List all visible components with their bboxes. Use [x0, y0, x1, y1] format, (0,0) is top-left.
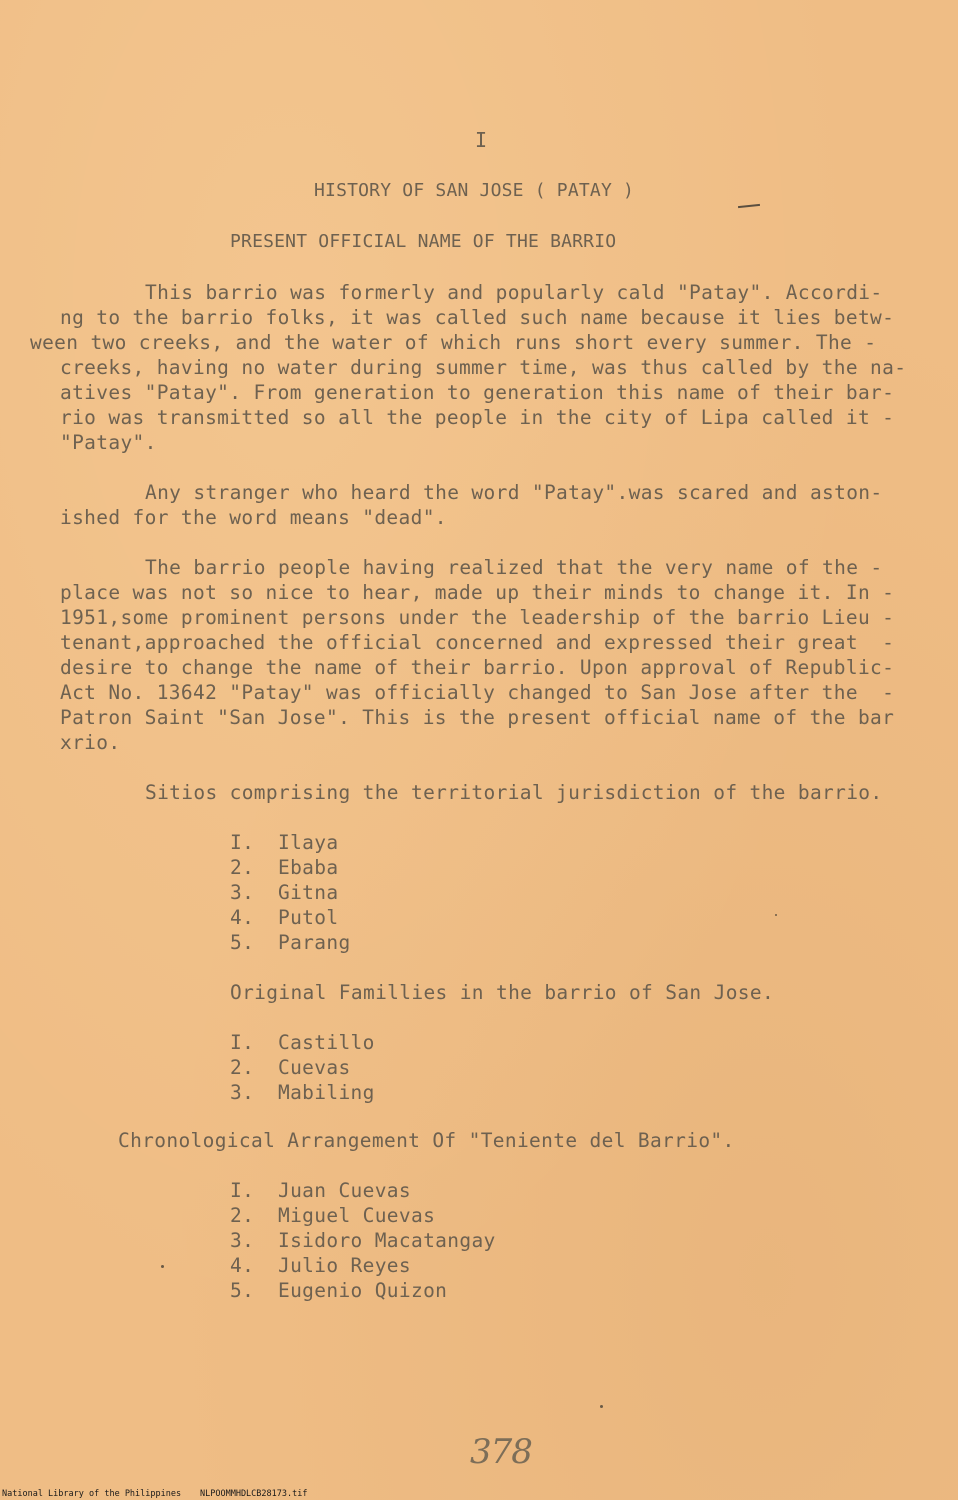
paragraph-line: desire to change the name of their barrio. Upon approval of Republic- — [60, 656, 895, 679]
families-heading: Original Famillies in the barrio of San Jose. — [230, 981, 775, 1004]
list-item-number: 3. — [230, 1081, 255, 1104]
paragraph-line: "Patay". — [60, 431, 157, 454]
paragraph-line: atives "Patay". From generation to generation this name of their bar- — [60, 381, 895, 404]
list-item: Castillo — [278, 1031, 375, 1054]
list-item-number: 3. — [230, 1229, 255, 1252]
paragraph-line: ween two creeks, and the water of which runs short every summer. The - — [30, 331, 877, 354]
paragraph-line: 1951,some prominent persons under the leadership of the barrio Lieu - — [60, 606, 895, 629]
footer-library-name: National Library of the Philippines — [2, 1489, 182, 1499]
list-item-number: 4. — [230, 906, 255, 929]
paragraph-line: rio was transmitted so all the people in the city of Lipa called it - — [60, 406, 895, 429]
list-item: Gitna — [278, 881, 339, 904]
list-item-number: I. — [230, 831, 255, 854]
paragraph-line: Any stranger who heard the word "Patay".was scared and aston- — [145, 481, 883, 504]
paragraph-line: place was not so nice to hear, made up their minds to change it. In - — [60, 581, 895, 604]
list-item-number: 4. — [230, 1254, 255, 1277]
ink-speck — [600, 1405, 603, 1408]
paragraph-line: tenant,approached the official concerned and expressed their great - — [60, 631, 895, 654]
paragraph-line: The barrio people having realized that the very name of the - — [145, 556, 883, 579]
paragraph-line: This barrio was formerly and popularly cald "Patay". Accordi- — [145, 281, 883, 304]
list-item-number: 5. — [230, 931, 255, 954]
list-item: Parang — [278, 931, 351, 954]
paragraph-line: xrio. — [60, 731, 121, 754]
footer-file-name: NLPOOMMHDLCB28173.tif — [200, 1489, 308, 1499]
list-item: Eugenio Quizon — [278, 1279, 448, 1302]
list-item-number: 5. — [230, 1279, 255, 1302]
list-item: Isidoro Macatangay — [278, 1229, 496, 1252]
list-item-number: 2. — [230, 856, 255, 879]
handwritten-folio-number: 378 — [470, 1432, 532, 1472]
list-item-number: I. — [230, 1031, 255, 1054]
tenientes-heading: Chronological Arrangement Of "Teniente del Barrio". — [118, 1129, 735, 1152]
paragraph-line: ng to the barrio folks, it was called such name because it lies betw- — [60, 306, 895, 329]
ink-speck — [161, 1265, 164, 1268]
document-title: HISTORY OF SAN JOSE ( PATAY ) — [314, 180, 635, 201]
list-item: Julio Reyes — [278, 1254, 411, 1277]
list-item: Putol — [278, 906, 339, 929]
paragraph-line: creeks, having no water during summer time, was thus called by the na- — [60, 356, 907, 379]
list-item-number: 3. — [230, 881, 255, 904]
ink-speck — [775, 914, 777, 916]
section-subtitle: PRESENT OFFICIAL NAME OF THE BARRIO — [230, 231, 617, 252]
list-item-number: I. — [230, 1179, 255, 1202]
list-item: Ilaya — [278, 831, 339, 854]
list-item: Juan Cuevas — [278, 1179, 411, 1202]
list-item: Ebaba — [278, 856, 339, 879]
list-item: Miguel Cuevas — [278, 1204, 436, 1227]
section-numeral: I — [475, 128, 488, 152]
list-item: Mabiling — [278, 1081, 375, 1104]
paragraph-line: Act No. 13642 "Patay" was officially changed to San Jose after the - — [60, 681, 895, 704]
list-item-number: 2. — [230, 1204, 255, 1227]
list-item: Cuevas — [278, 1056, 351, 1079]
list-item-number: 2. — [230, 1056, 255, 1079]
paragraph-line: ished for the word means "dead". — [60, 506, 447, 529]
sitios-heading: Sitios comprising the territorial jurisdiction of the barrio. — [145, 781, 883, 804]
paragraph-line: Patron Saint "San Jose". This is the present official name of the bar — [60, 706, 895, 729]
